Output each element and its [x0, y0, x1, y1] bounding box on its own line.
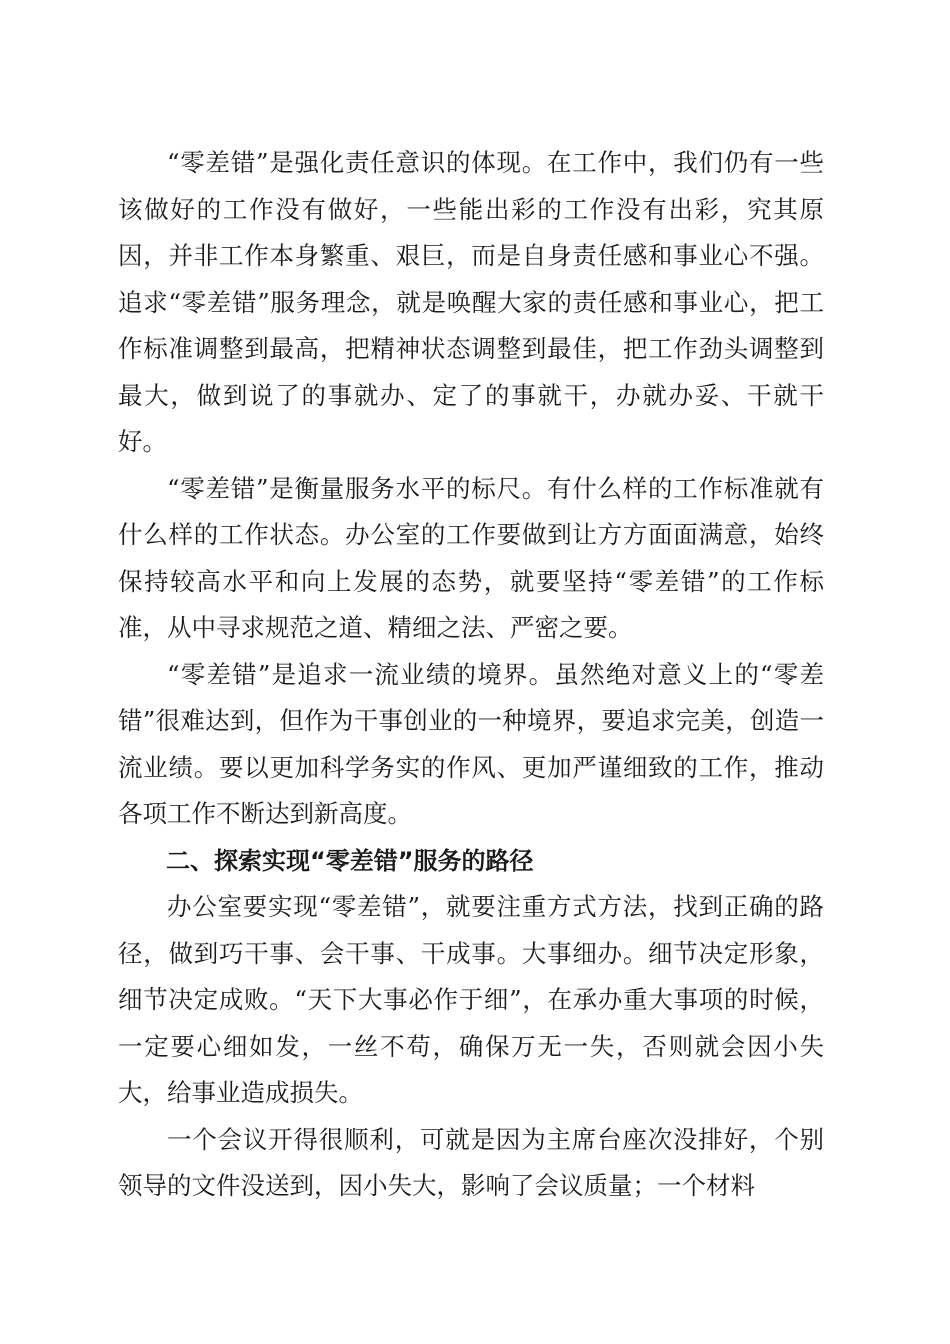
paragraph-first-class-performance: “零差错”是追求一流业绩的境界。虽然绝对意义上的“零差错”很难达到，但作为干事创业的一种境界，要追求完美，创造一流业绩。要以更加科学务实的作风、更加严谨细致的工作，推动各项工作不断达到新高度。	[118, 659, 824, 828]
paragraph-methods: 办公室要实现“零差错”，就要注重方式方法，找到正确的路径，做到巧干事、会干事、干成事。大事细办。细节决定形象，细节决定成败。“天下大事必作于细”，在承办重大事项的时候，一定要心细如发，一丝不苟，确保万无一失，否则就会因小失大，给事业造成损失。	[118, 892, 824, 1107]
section-heading: 二、探索实现“零差错”服务的路径	[166, 846, 534, 875]
paragraph-service-standard: “零差错”是衡量服务水平的标尺。有什么样的工作标准就有什么样的工作状态。办公室的工作要做到让方方面面满意，始终保持较高水平和向上发展的态势，就要坚持“零差错”的工作标准，从中寻求规范之道、精细之法、严密之要。	[118, 473, 824, 642]
paragraph-meeting-example: 一个会议开得很顺利，可就是因为主席台座次没排好，个别领导的文件没送到，因小失大，影响了会议质量；一个材料	[118, 1124, 824, 1200]
paragraph-responsibility: “零差错”是强化责任意识的体现。在工作中，我们仍有一些该做好的工作没有做好，一些能出彩的工作没有出彩，究其原因，并非工作本身繁重、艰巨，而是自身责任感和事业心不强。追求“零差错”服务理念，就是唤醒大家的责任感和事业心，把工作标准调整到最高，把精神状态调整到最佳，把工作劲头调整到最大，做到说了的事就办、定了的事就干，办就办妥、干就干好。	[118, 148, 824, 456]
document-body	[118, 140, 824, 1210]
